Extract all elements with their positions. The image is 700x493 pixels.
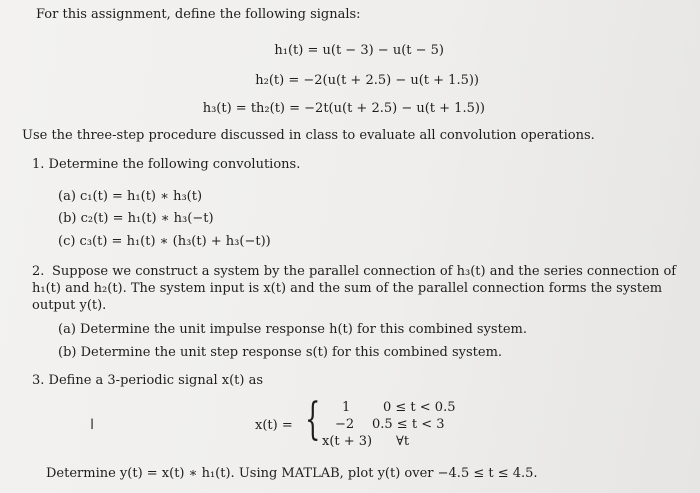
intro-text: For this assignment, define the following signals:: [36, 7, 361, 22]
procedure-instruction: Use the three-step procedure discussed in class to evaluate all convolution operations.: [22, 128, 595, 143]
question-1b: (b) c₂(t) = h₁(t) ∗ h₃(−t): [58, 211, 214, 226]
question-1: 1. Determine the following convolutions.: [32, 157, 301, 172]
piecewise-condition-1: 0 ≤ t < 0.5: [383, 400, 456, 415]
signal-h1-equation: h₁(t) = u(t − 3) − u(t − 5): [274, 43, 444, 58]
question-2-text: Suppose we construct a system by the parallel connection of h₃(t) and the series connection of h₁(t) and h₂(t). The system input is x(t) and the sum of the parallel connection forms the system output y(t).: [32, 264, 677, 313]
question-1c: (c) c₃(t) = h₁(t) ∗ (h₃(t) + h₃(−t)): [58, 234, 271, 249]
piecewise-condition-3: ∀t: [396, 434, 410, 449]
piecewise-lhs: x(t) =: [255, 418, 293, 433]
text-cursor-icon: I: [90, 417, 95, 433]
question-2: [32, 263, 682, 314]
piecewise-value-1: 1: [342, 400, 351, 415]
piecewise-condition-2: 0.5 ≤ t < 3: [372, 417, 445, 432]
piecewise-brace: {: [305, 394, 321, 445]
question-3-task: Determine y(t) = x(t) ∗ h₁(t). Using MATLAB, plot y(t) over −4.5 ≤ t ≤ 4.5.: [46, 466, 538, 481]
signal-h2-equation: h₂(t) = −2(u(t + 2.5) − u(t + 1.5)): [255, 73, 479, 88]
piecewise-value-2: −2: [335, 417, 355, 432]
signal-h3-equation: h₃(t) = th₂(t) = −2t(u(t + 2.5) − u(t + 1.5)): [202, 101, 485, 116]
question-3: 3. Define a 3-periodic signal x(t) as: [32, 373, 263, 388]
question-2a: (a) Determine the unit impulse response h(t) for this combined system.: [58, 322, 527, 337]
piecewise-value-3: x(t + 3): [322, 434, 373, 449]
question-2b: (b) Determine the unit step response s(t) for this combined system.: [58, 345, 503, 360]
question-2-number: 2.: [32, 264, 45, 279]
question-1a: (a) c₁(t) = h₁(t) ∗ h₃(t): [58, 189, 203, 204]
